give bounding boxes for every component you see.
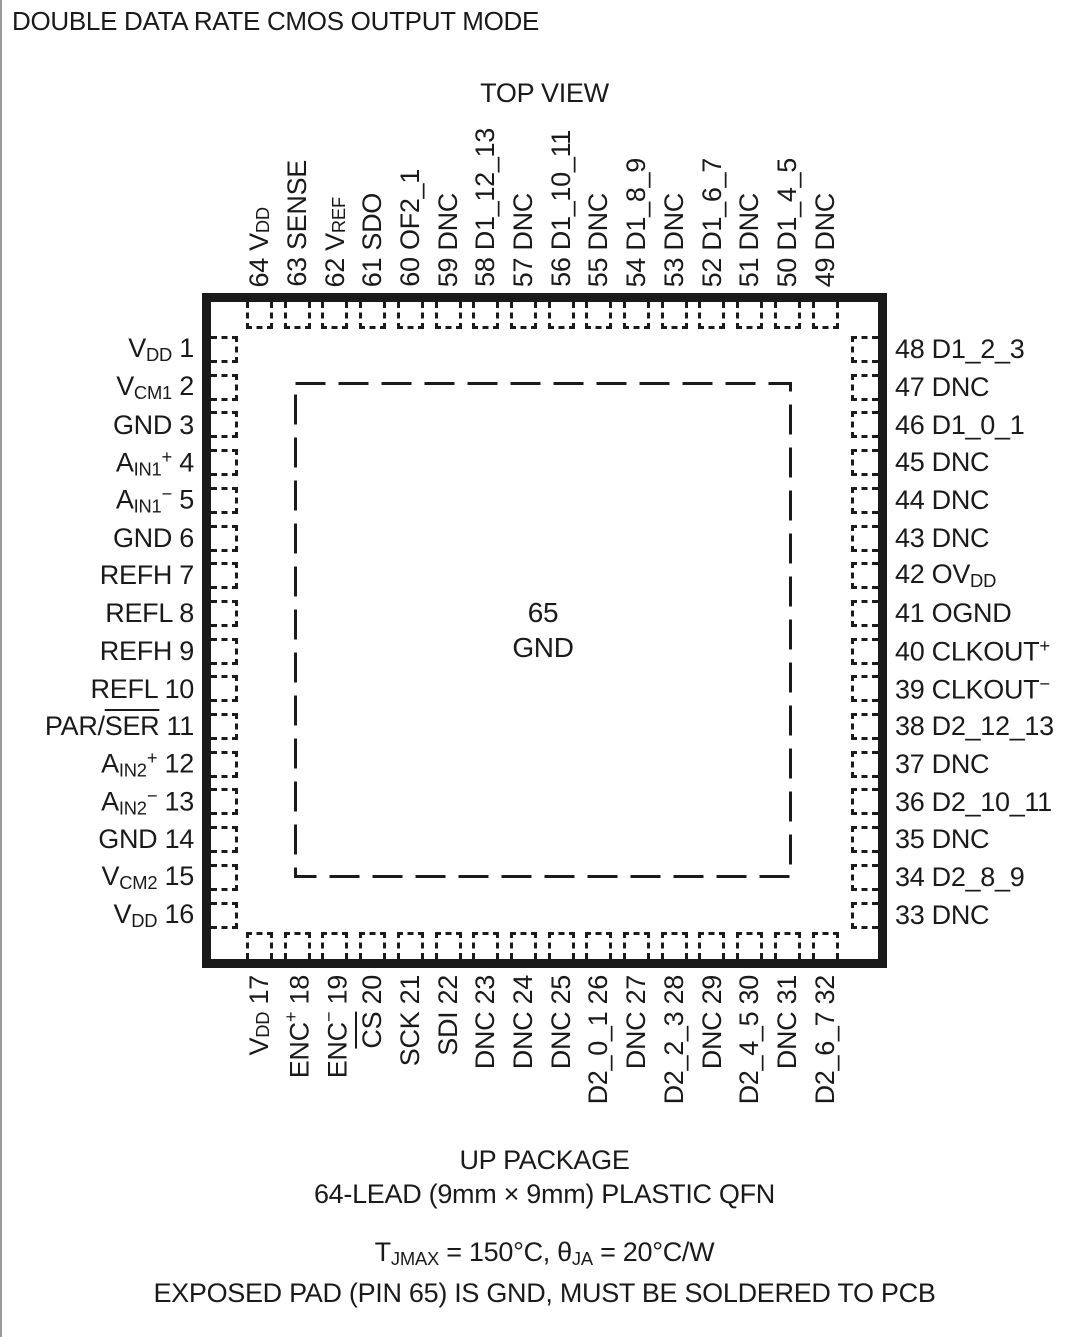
pin-label-6: GND 6 (112, 522, 194, 553)
pin-label-22: SDI 22 (432, 975, 463, 1056)
pin-label-53: 53 DNC (658, 192, 689, 287)
pin-pad-44 (851, 487, 878, 514)
pin-label-57: 57 DNC (508, 192, 539, 287)
pin-label-40: 40 CLKOUT+ (895, 635, 1050, 667)
pin-pad-43 (851, 525, 878, 552)
pin-label-10: REFL 10 (90, 673, 194, 704)
pin-label-14: GND 14 (98, 824, 194, 855)
pin-label-30: D2_4_5 30 (734, 975, 765, 1105)
figure-title: DOUBLE DATA RATE CMOS OUTPUT MODE (12, 6, 540, 36)
pin-label-18: ENC+ 18 (279, 975, 315, 1079)
pin-label-42: 42 $OV_{DD}$ (895, 559, 997, 592)
pin-label-37: 37 DNC (895, 748, 990, 779)
pin-label-15: $V_{CM2}$ 15 (101, 860, 194, 893)
pin-label-32: D2_6_7 32 (809, 975, 840, 1105)
top-view-label: TOP VIEW (480, 78, 609, 108)
pin-pad-39 (851, 675, 878, 702)
package-description: 64-LEAD (9mm × 9mm) PLASTIC QFN (313, 1179, 776, 1209)
pin-label-4: $A_{IN1}^+$ 4 (115, 445, 194, 480)
package-name: UP PACKAGE (459, 1145, 630, 1175)
pin-pad-42 (851, 562, 878, 589)
pin-label-54: 54 D1_8_9 (621, 157, 652, 287)
pin-label-56: 56 D1_10_11 (545, 130, 576, 287)
pin-label-20: CS 20 (357, 975, 388, 1049)
pin-label-3: GND 3 (112, 409, 194, 440)
pin-label-63: 63 SENSE (281, 160, 312, 287)
pin-label-46: 46 D1_0_1 (895, 409, 1025, 440)
pin-pad-46 (851, 411, 878, 438)
qfn-package-outline (202, 293, 887, 968)
pin-label-31: DNC 31 (771, 975, 802, 1070)
pin-label-19: ENC− 19 (317, 975, 352, 1079)
pin-label-28: D2_2_3 28 (658, 975, 689, 1105)
pin-label-45: 45 DNC (895, 447, 990, 478)
pin-label-41: 41 OGND (895, 598, 1012, 629)
pin-label-38: 38 D2_12_13 (895, 711, 1054, 742)
pin-label-12: $A_{IN2}^+$ 12 (101, 747, 194, 781)
pin-label-24: DNC 24 (508, 975, 539, 1070)
pin-label-34: 34 D2_8_9 (895, 861, 1025, 892)
pin-pad-47 (851, 374, 878, 401)
pin-label-17: $V_{DD}$ 17 (244, 975, 275, 1056)
pin-label-51: 51 DNC (734, 192, 765, 287)
pin-label-35: 35 DNC (895, 824, 990, 855)
pin-labels-top (241, 100, 844, 287)
pin-label-64: 64 $V_{DD}$ (244, 206, 275, 287)
pin-label-25: DNC 25 (545, 975, 576, 1070)
center-pad-name: GND (512, 632, 574, 663)
pin-label-60: 60 OF2_1 (395, 169, 426, 287)
pin-pad-35 (851, 826, 878, 853)
pin-label-52: 52 D1_6_7 (696, 157, 727, 287)
pin-label-9: REFH 9 (99, 635, 194, 666)
pin-label-16: $V_{DD}$ 16 (113, 898, 194, 931)
pin-label-61: 61 SDO (357, 192, 388, 287)
pin-label-2: $V_{CM1}$ 2 (116, 371, 194, 404)
pin-label-47: 47 DNC (895, 372, 990, 403)
pin-label-23: DNC 23 (470, 975, 501, 1070)
pin-label-7: REFH 7 (99, 560, 194, 591)
pin-label-1: $V_{DD}$ 1 (128, 333, 194, 366)
pin-label-59: 59 DNC (432, 192, 463, 287)
pin-pad-48 (851, 336, 878, 363)
pin-label-49: 49 DNC (809, 192, 840, 287)
pin-label-21: SCK 21 (395, 975, 426, 1067)
pin-label-11: PAR/$\overline{SER}$ 11 (44, 711, 194, 742)
pin-label-8: REFL 8 (105, 598, 194, 629)
pin-pad-45 (851, 449, 878, 476)
pin-label-13: $A_{IN2}^-$ 13 (101, 784, 194, 819)
pin-label-55: 55 DNC (583, 192, 614, 287)
pin-label-5: $A_{IN1}^-$ 5 (115, 483, 194, 517)
exposed-pad-label (294, 382, 792, 878)
pin-label-26: D2_0_1 26 (583, 975, 614, 1105)
pin-label-27: DNC 27 (621, 975, 652, 1070)
pin-labels-left (2, 331, 194, 934)
pin-labels-right (895, 331, 1077, 934)
pin-pad-37 (851, 751, 878, 778)
pin-label-44: 44 DNC (895, 485, 990, 516)
pin-label-39: 39 CLKOUT− (895, 672, 1050, 705)
pin-pad-41 (851, 600, 878, 627)
pin-label-36: 36 D2_10_11 (895, 786, 1052, 817)
pin-label-58: 58 D1_12_13 (470, 128, 501, 287)
pin-pad-33 (851, 902, 878, 929)
pin-pad-34 (851, 864, 878, 891)
pin-label-43: 43 DNC (895, 522, 990, 553)
pin-label-62: 62 $V_{REF}$ (319, 196, 350, 287)
pin-label-48: 48 D1_2_3 (895, 334, 1025, 365)
pin-label-33: 33 DNC (895, 899, 990, 930)
pin-label-50: 50 D1_4_5 (771, 157, 802, 287)
footer-notes (2, 1143, 1077, 1310)
center-pad-number: 65 (527, 597, 559, 628)
exposed-pad-note: EXPOSED PAD (PIN 65) IS GND, MUST BE SOLDERED TO PCB (153, 1278, 936, 1309)
pin-label-29: DNC 29 (696, 975, 727, 1070)
thermal-spec: $T_{JMAX} = 150^\circ C$, $\theta_{JA} = 20^\circ C/W$ (374, 1237, 715, 1270)
pin-pad-40 (851, 638, 878, 665)
pin-pad-38 (851, 713, 878, 740)
pin-pad-36 (851, 788, 878, 815)
